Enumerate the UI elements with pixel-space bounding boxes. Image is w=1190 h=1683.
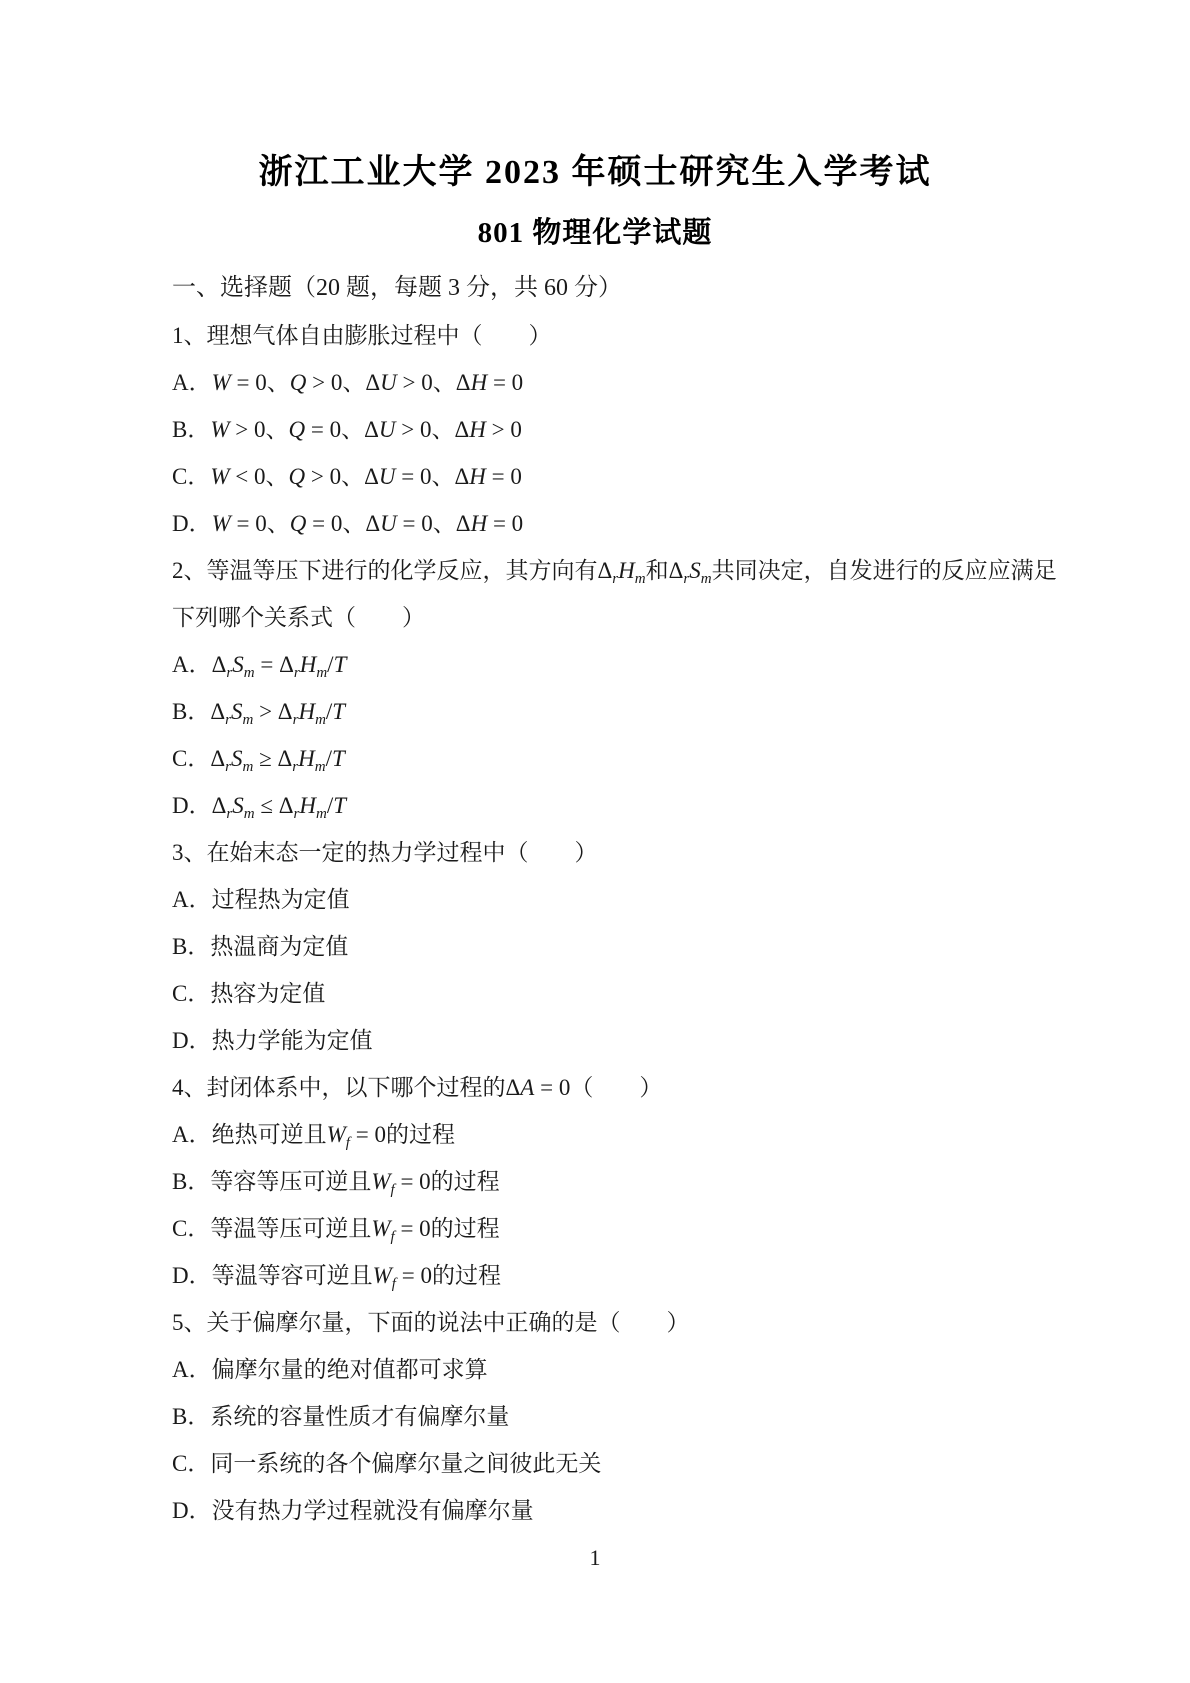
question-1-option-D: D．W = 0、Q = 0、ΔU = 0、ΔH = 0 [172, 511, 524, 536]
question-1-option-B: B．W > 0、Q = 0、ΔU > 0、ΔH > 0 [172, 417, 522, 442]
math-variable: U [378, 417, 396, 442]
math-subscript: m [634, 571, 646, 587]
math-subscript: m [243, 665, 255, 681]
question-2-option-A: A．$\Delta_rS_m = \Delta_rH_m/T$ [172, 652, 347, 681]
math-variable: T [333, 793, 347, 818]
question-4-option-B: B．等容等压可逆且$W_f = 0$的过程 [172, 1169, 500, 1198]
math-subscript: m [316, 665, 328, 681]
math-variable: W [371, 1169, 391, 1194]
math-variable: H [470, 370, 488, 395]
question-3-option-C: C．热容为定值 [172, 981, 326, 1006]
math-variable: Q [289, 511, 307, 536]
math-variable: T [333, 652, 347, 677]
math-variable: Q [288, 417, 306, 442]
math-variable: W [326, 1122, 346, 1147]
question-5-option-A: A．偏摩尔量的绝对值都可求算 [172, 1357, 488, 1382]
math-subscript: f [390, 1182, 395, 1198]
question-1-stem: 1、理想气体自由膨胀过程中（ ） [172, 323, 552, 348]
math-subscript: r [293, 806, 300, 822]
document-body [172, 265, 1057, 1581]
question-2-stem-line-2: 下列哪个关系式（ ） [172, 605, 425, 630]
math-subscript: r [612, 571, 619, 587]
math-variable: H [298, 746, 315, 771]
math-subscript: r [225, 759, 231, 775]
math-subscript: m [242, 759, 254, 775]
question-5-stem: 5、关于偏摩尔量，下面的说法中正确的是（ ） [172, 1310, 690, 1335]
page-number: 1 [589, 1545, 601, 1570]
math-variable: T [332, 699, 346, 724]
math-subscript: r [225, 712, 231, 728]
math-subscript: r [292, 712, 299, 728]
question-1-option-A: A．W = 0、Q > 0、ΔU > 0、ΔH = 0 [172, 370, 524, 395]
math-variable: U [380, 370, 397, 395]
math-variable: S [689, 558, 701, 583]
math-subscript: r [226, 665, 233, 681]
math-variable: H [618, 558, 635, 583]
math-subscript: m [700, 571, 712, 587]
question-2-stem-line-1: 2、等温等压下进行的化学反应，其方向有$\Delta_rH_m$和$\Delta_rS_m$共同决定，自发进行的反应应满足 [172, 558, 1057, 587]
exam-subtitle: 801 物理化学试题 [477, 217, 713, 249]
math-subscript: m [243, 806, 255, 822]
math-variable: H [469, 464, 486, 489]
math-subscript: m [315, 712, 326, 728]
math-subscript: f [391, 1276, 396, 1292]
section-heading: 一、选择题（20 题，每题 3 分，共 60 分） [172, 275, 622, 301]
math-subscript: f [345, 1135, 350, 1151]
math-variable: Q [289, 370, 307, 395]
question-5-option-D: D．没有热力学过程就没有偏摩尔量 [172, 1498, 534, 1523]
question-4-option-C: C．等温等压可逆且$W_f = 0$的过程 [172, 1216, 500, 1245]
math-subscript: r [293, 665, 300, 681]
question-4-option-D: D．等温等容可逆且$W_f = 0$的过程 [172, 1263, 501, 1292]
math-variable: H [470, 511, 488, 536]
questions-container [172, 312, 1057, 1534]
question-3-option-B: B．热温商为定值 [172, 934, 349, 959]
math-variable: T [331, 746, 345, 771]
math-variable: H [299, 652, 317, 677]
math-variable: W [210, 464, 230, 489]
question-4-stem: 4、封闭体系中，以下哪个过程的ΔA = 0（ ） [172, 1075, 663, 1100]
math-variable: H [299, 793, 316, 818]
math-variable: Q [288, 464, 306, 489]
question-3-option-D: D．热力学能为定值 [172, 1028, 373, 1053]
math-subscript: m [242, 712, 254, 728]
math-subscript: r [226, 806, 233, 822]
question-2-option-C: C．$\Delta_rS_m \ge \Delta_rH_m/T$ [172, 746, 345, 775]
math-subscript: r [683, 571, 690, 587]
exam-title: 浙江工业大学 2023 年硕士研究生入学考试 [258, 154, 932, 191]
question-4-option-A: A．绝热可逆且$W_f = 0$的过程 [172, 1122, 455, 1151]
math-variable: S [230, 699, 243, 724]
question-1-option-C: C．W < 0、Q > 0、ΔU = 0、ΔH = 0 [172, 464, 522, 489]
math-variable: W [371, 1216, 391, 1241]
math-variable: W [372, 1263, 392, 1288]
question-5-option-B: B．系统的容量性质才有偏摩尔量 [172, 1404, 510, 1429]
question-3-option-A: A．过程热为定值 [172, 887, 350, 912]
math-variable: A [520, 1075, 535, 1100]
math-variable: S [232, 652, 244, 677]
math-variable: S [230, 746, 243, 771]
question-2-option-D: D．$\Delta_rS_m \le \Delta_rH_m/T$ [172, 793, 347, 822]
math-variable: H [298, 699, 316, 724]
math-subscript: m [314, 759, 326, 775]
math-variable: W [211, 370, 231, 395]
math-variable: W [211, 511, 231, 536]
math-variable: H [469, 417, 486, 442]
math-subscript: r [292, 759, 299, 775]
math-variable: U [380, 511, 397, 536]
math-variable: U [378, 464, 396, 489]
question-5-option-C: C．同一系统的各个偏摩尔量之间彼此无关 [172, 1451, 602, 1476]
math-subscript: m [315, 806, 327, 822]
question-2-option-B: B．$\Delta_rS_m > \Delta_rH_m/T$ [172, 699, 346, 728]
math-variable: S [232, 793, 244, 818]
math-variable: W [210, 417, 230, 442]
question-3-stem: 3、在始末态一定的热力学过程中（ ） [172, 840, 598, 865]
math-subscript: f [390, 1229, 395, 1245]
